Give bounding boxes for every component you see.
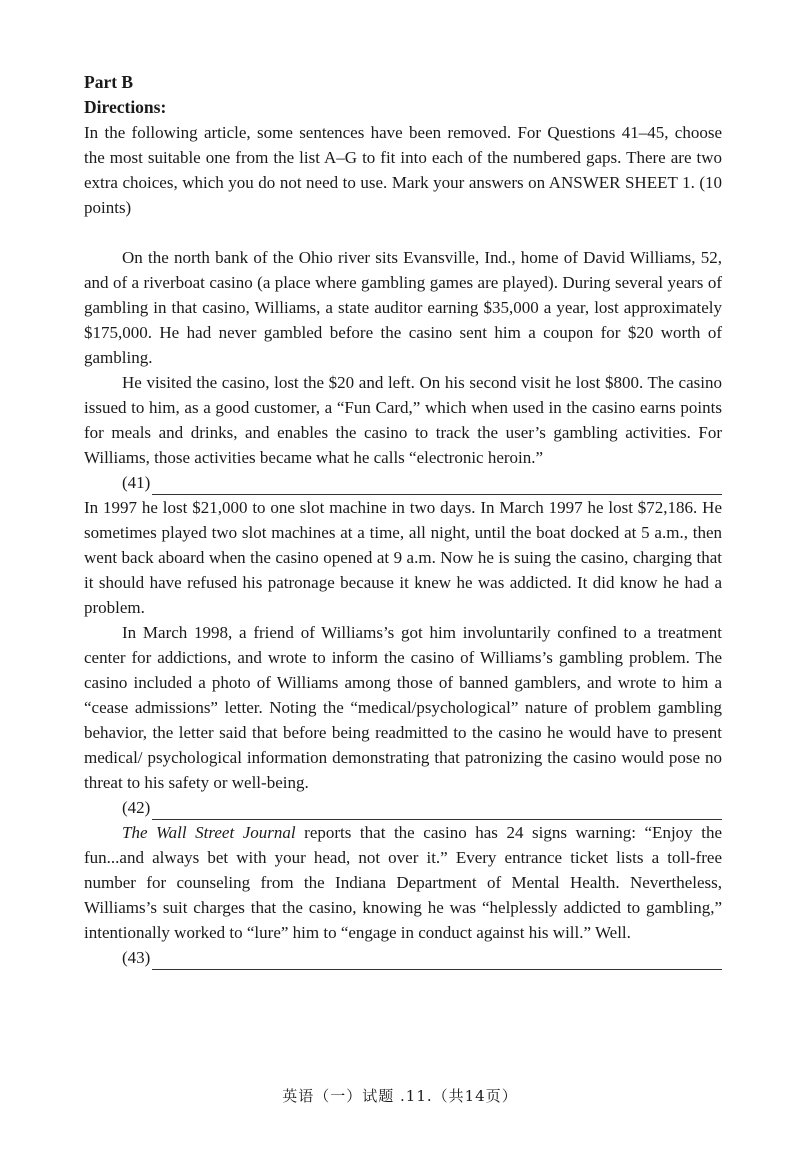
exam-page — [84, 70, 722, 970]
gap-42 — [84, 795, 722, 820]
gap-43-number: (43) — [122, 948, 151, 967]
paragraph-2: He visited the casino, lost the $20 and left. On his second visit he lost $800. The casino issued to him, as a good customer, a “Fun Card,” which when used in the casino earns points for meals and drinks, and enables the casino to track the user’s gambling activities. For Williams, those activities became what he calls “electronic heroin.” — [84, 373, 722, 467]
directions-label: Directions: — [84, 97, 167, 117]
gap-43-line — [152, 951, 722, 970]
gap-43 — [84, 945, 722, 970]
gap-42-number: (42) — [122, 798, 151, 817]
paragraph-3: In 1997 he lost $21,000 to one slot machine in two days. In March 1997 he lost $72,186. He sometimes played two slot machines at a time, all night, until the boat docked at 5 a.m., then went back aboard when the casino opened at 9 a.m. Now he is suing the casino, charging that it should have refused his patronage because it knew he was addicted. It did know he had a problem. — [84, 498, 722, 617]
journal-title: The Wall Street Journal — [122, 823, 296, 842]
part-heading: Part B — [84, 72, 134, 92]
gap-42-line — [152, 801, 722, 820]
paragraph-1: On the north bank of the Ohio river sits Evansville, Ind., home of David Williams, 52, and of a riverboat casino (a place where gambling games are played). During several years of gambling in that casino, Williams, a state auditor earning $35,000 a year, lost approximately $175,000. He had never gambled before the casino sent him a coupon for $20 worth of gambling. — [84, 248, 722, 367]
page-footer: 英语（一）试题 .11.（共14页） — [282, 1087, 518, 1105]
directions-text: In the following article, some sentences have been removed. For Questions 41–45, choose the most suitable one from the list A–G to fit into each of the numbered gaps. There are two extra choices, which you do not need to use. Mark your answers on ANSWER SHEET 1. (10 points) — [84, 123, 722, 217]
paragraph-4: In March 1998, a friend of Williams’s got him involuntarily confined to a treatment center for addictions, and wrote to inform the casino of Williams’s gambling problem. The casino included a photo of Williams among those of banned gamblers, and wrote to him a “cease admissions” letter. Noting the “medical/psychological” nature of problem gambling behavior, the letter said that before being readmitted to the casino he would have to present medical/ psychological information demonstrating that patronizing the casino would pose no threat to his safety or well-being. — [84, 623, 722, 792]
gap-41 — [84, 470, 722, 495]
paragraph-5-text: reports that the casino has 24 signs warning: “Enjoy the fun...and always bet with your head, not over it.” Every entrance ticket lists a toll-free number for counseling from the Indiana Department of Mental Health. Nevertheless, Williams’s suit charges that the casino, knowing he was “helplessly addicted to gambling,” intentionally worked to “lure” him to “engage in conduct against his will.” Well. — [84, 823, 722, 942]
paragraph-5 — [84, 820, 722, 945]
gap-41-number: (41) — [122, 473, 151, 492]
gap-41-line — [152, 476, 722, 495]
